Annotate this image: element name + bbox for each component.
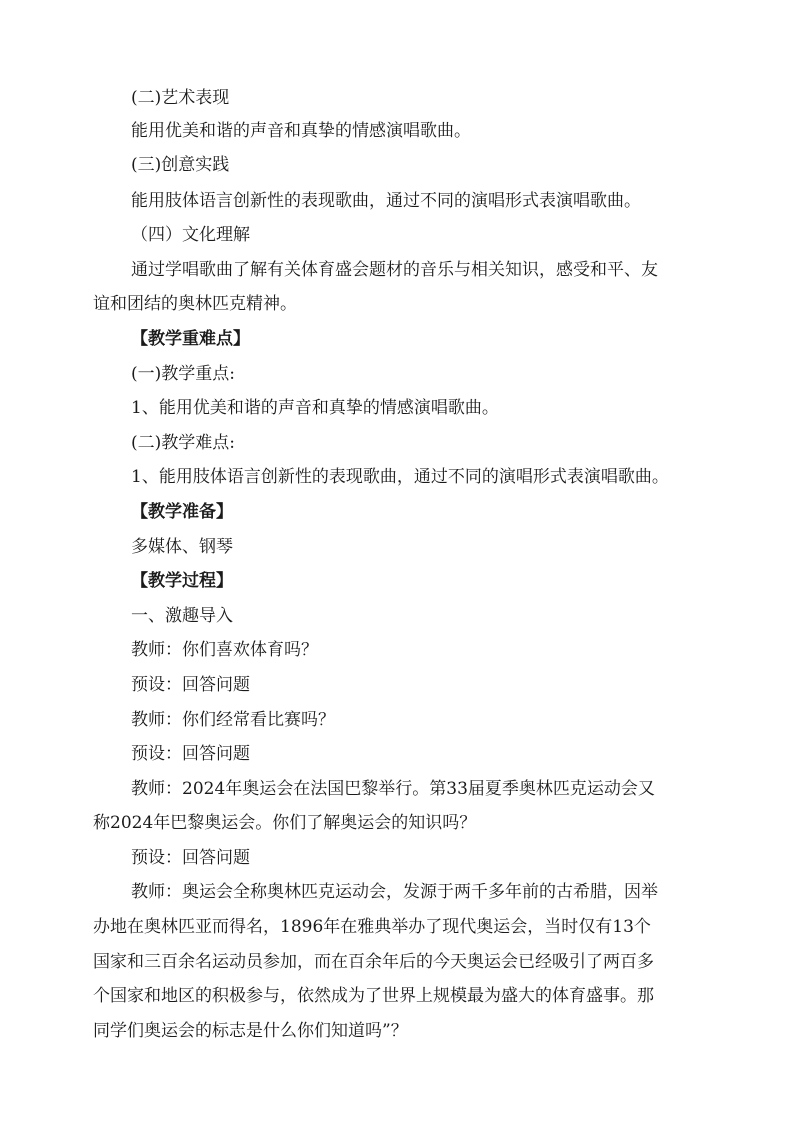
dialogue-line: 国家和三百余名运动员参加，而在百余年后的今天奥运会已经吸引了两百多	[93, 952, 654, 972]
dialogue-line: 预设：回答问题	[131, 848, 250, 868]
dialogue-line: 称2024年巴黎奥运会。你们了解奥运会的知识吗？	[93, 813, 477, 833]
dialogue-line: 同学们奥运会的标志是什么你们知道吗”？	[93, 1021, 408, 1041]
section-heading-creative-practice: (三)创意实践	[131, 155, 230, 175]
heading-teaching-process: 【教学过程】	[131, 571, 233, 591]
section-heading-introduction: 一、激趣导入	[131, 606, 233, 626]
heading-teaching-preparation: 【教学准备】	[131, 502, 233, 522]
subheading-key-point: (一)教学重点:	[131, 364, 235, 384]
dialogue-line: 预设：回答问题	[131, 744, 250, 764]
dialogue-line: 教师：你们喜欢体育吗？	[131, 640, 318, 660]
section-heading-artistic-expression: (二)艺术表现	[131, 88, 230, 108]
dialogue-line: 教师：2024年奥运会在法国巴黎举行。第33届夏季奥林匹克运动会又	[131, 779, 655, 799]
list-item: 1、能用优美和谐的声音和真挚的情感演唱歌曲。	[131, 398, 499, 418]
paragraph-line: 能用优美和谐的声音和真挚的情感演唱歌曲。	[131, 121, 471, 141]
section-heading-cultural-understanding: （四）文化理解	[131, 225, 250, 245]
dialogue-line: 教师：你们经常看比赛吗？	[131, 710, 335, 730]
heading-teaching-key-points: 【教学重难点】	[131, 329, 250, 349]
dialogue-line: 个国家和地区的积极参与，依然成为了世界上规模最为盛大的体育盛事。那	[93, 986, 654, 1006]
paragraph-line: 谊和团结的奥林匹克精神。	[93, 294, 297, 314]
dialogue-line: 办地在奥林匹亚而得名，1896年在雅典举办了现代奥运会，当时仅有13个	[93, 917, 651, 937]
paragraph-line: 能用肢体语言创新性的表现歌曲，通过不同的演唱形式表演唱歌曲。	[131, 191, 641, 211]
dialogue-line: 教师：奥运会全称奥林匹克运动会，发源于两千多年前的古希腊，因举	[131, 882, 658, 902]
dialogue-line: 预设：回答问题	[131, 675, 250, 695]
paragraph-line: 通过学唱歌曲了解有关体育盛会题材的音乐与相关知识，感受和平、友	[131, 260, 658, 280]
subheading-difficult-point: (二)教学难点:	[131, 433, 235, 453]
paragraph-line: 多媒体、钢琴	[131, 537, 233, 557]
list-item: 1、能用肢体语言创新性的表现歌曲，通过不同的演唱形式表演唱歌曲。	[131, 467, 669, 487]
